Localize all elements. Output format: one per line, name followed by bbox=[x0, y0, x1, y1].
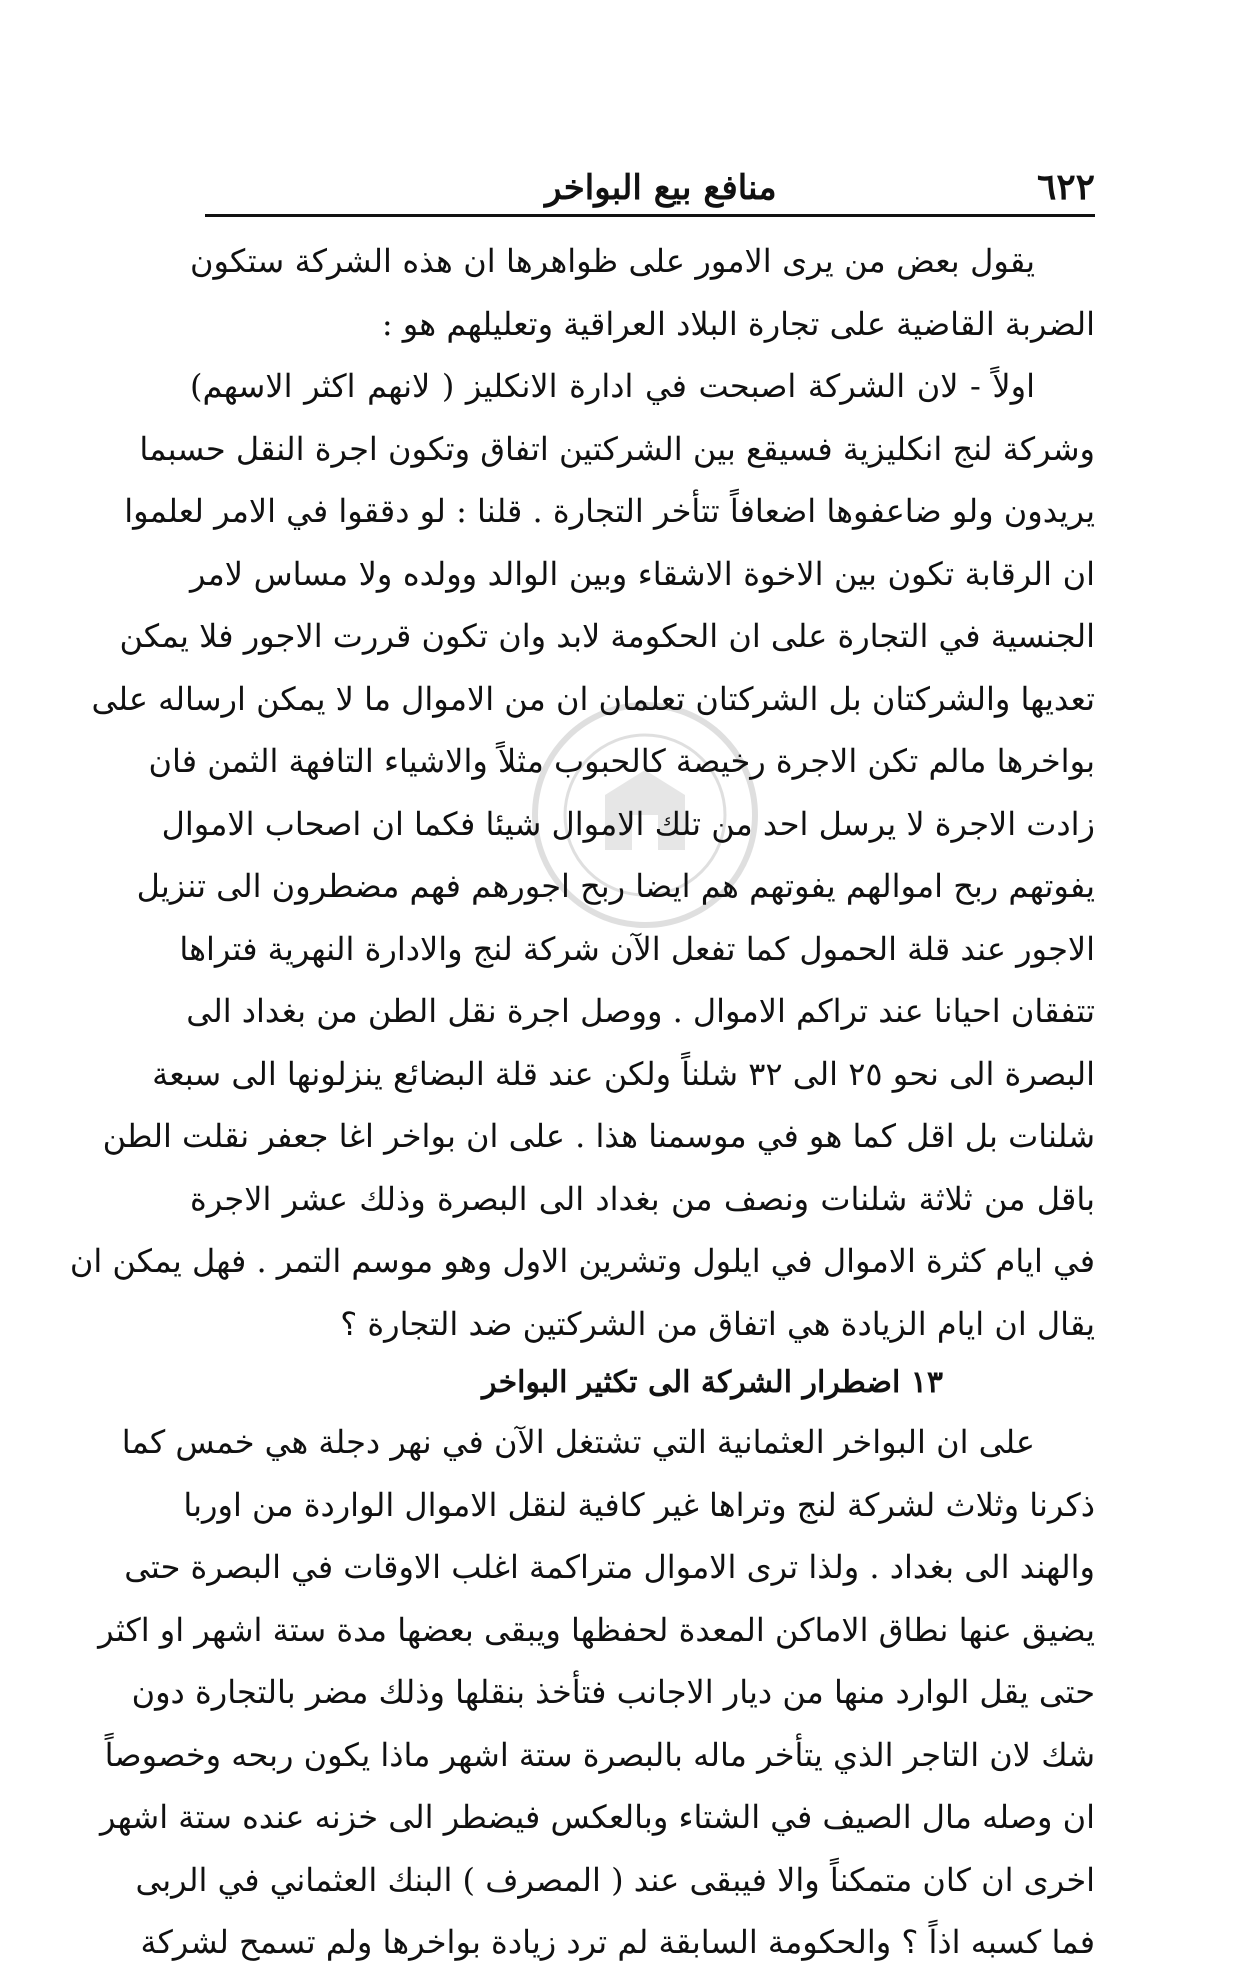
page-number: ٦٢٢ bbox=[1036, 166, 1095, 208]
text-line: باقل من ثلاثة شلنات ونصف من بغداد الى البصرة وذلك عشر الاجرة bbox=[190, 1179, 1095, 1218]
text-line: يقول بعض من يرى الامور على ظواهرها ان هذه الشركة ستكون bbox=[190, 242, 1035, 280]
paragraph-1 bbox=[190, 230, 1095, 355]
text-line: بواخرها مالم تكن الاجرة رخيصة كالحبوب مثلاً والاشياء التافهة الثمن فان bbox=[148, 742, 1095, 780]
text-line: يفوتهم ربح اموالهم يفوتهم هم ايضا ربح اجورهم فهم مضطرون الى تنزيل bbox=[136, 867, 1095, 905]
page-body bbox=[69, 230, 1096, 1974]
section-heading: ١٣ اضطرار الشركة الى تكثير البواخر bbox=[482, 1365, 943, 1400]
text-line: اخرى ان كان متمكناً والا فيبقى عند ( المصرف ) البنك العثماني في الربى bbox=[135, 1860, 1095, 1899]
text-line: ذكرنا وثلاث لشركة لنج وتراها غير كافية لنقل الاموال الواردة من اوربا bbox=[183, 1485, 1095, 1524]
text-line: في ايام كثرة الاموال في ايلول وتشرين الاول وهو موسم التمر . فهل يمكن ان bbox=[69, 1242, 1095, 1280]
text-line: اولاً - لان الشركة اصبحت في ادارة الانكليز ( لانهم اكثر الاسهم) bbox=[190, 367, 1035, 405]
text-line: البصرة الى نحو ٢٥ الى ٣٢ شلناً ولكن عند قلة البضائع ينزلونها الى سبعة bbox=[152, 1054, 1095, 1093]
text-line: الضربة القاضية على تجارة البلاد العراقية وتعليلهم هو : bbox=[381, 304, 1095, 343]
running-title: منافع بيع البواخر bbox=[545, 168, 777, 208]
text-line: يقال ان ايام الزيادة هي اتفاق من الشركتين ضد التجارة ؟ bbox=[340, 1304, 1095, 1343]
text-line: يضيق عنها نطاق الاماكن المعدة لحفظها ويبقى بعضها مدة ستة اشهر او اكثر bbox=[98, 1610, 1095, 1649]
text-line: وشركة لنج انكليزية فسيقع بين الشركتين اتفاق وتكون اجرة النقل حسبما bbox=[139, 429, 1095, 468]
text-line: ان الرقابة تكون بين الاخوة الاشقاء وبين الوالد وولده ولا مساس لامر bbox=[190, 554, 1096, 593]
paragraph-3 bbox=[98, 1411, 1095, 1974]
text-line: على ان البواخر العثمانية التي تشتغل الآن في نهر دجلة هي خمس كما bbox=[121, 1423, 1035, 1461]
text-line: الاجور عند قلة الحمول كما تفعل الآن شركة لنج والادارة النهرية فتراها bbox=[179, 929, 1095, 968]
page-header bbox=[205, 158, 1095, 217]
text-line: الجنسية في التجارة على ان الحكومة لابد وان تكون قررت الاجور فلا يمكن bbox=[119, 617, 1095, 655]
text-line: حتى يقل الوارد منها من ديار الاجانب فتأخذ بنقلها وذلك مضر بالتجارة دون bbox=[131, 1673, 1095, 1711]
text-line: شك لان التاجر الذي يتأخر ماله بالبصرة ستة اشهر ماذا يكون ربحه وخصوصاً bbox=[104, 1735, 1095, 1774]
paragraph-2 bbox=[69, 355, 1096, 1355]
text-line: يريدون ولو ضاعفوها اضعافاً تتأخر التجارة . قلنا : لو دققوا في الامر لعلموا bbox=[124, 492, 1095, 530]
text-line: والهند الى بغداد . ولذا ترى الاموال متراكمة اغلب الاوقات في البصرة حتى bbox=[124, 1548, 1095, 1586]
text-line: ان وصله مال الصيف في الشتاء وبالعكس فيضطر الى خزنه عنده ستة اشهر bbox=[100, 1798, 1095, 1836]
text-line: تعديها والشركتان بل الشركتان تعلمان ان من الاموال ما لا يمكن ارساله على bbox=[91, 679, 1095, 718]
text-line: زادت الاجرة لا يرسل احد من تلك الاموال شيئا فكما ان اصحاب الاموال bbox=[161, 804, 1095, 843]
text-line: فما كسبه اذاً ؟ والحكومة السابقة لم ترد زيادة بواخرها ولم تسمح لشركة bbox=[140, 1923, 1095, 1961]
text-line: تتفقان احيانا عند تراكم الاموال . ووصل اجرة نقل الطن من بغداد الى bbox=[186, 992, 1095, 1030]
text-line: شلنات بل اقل كما هو في موسمنا هذا . على ان بواخر اغا جعفر نقلت الطن bbox=[102, 1117, 1095, 1155]
